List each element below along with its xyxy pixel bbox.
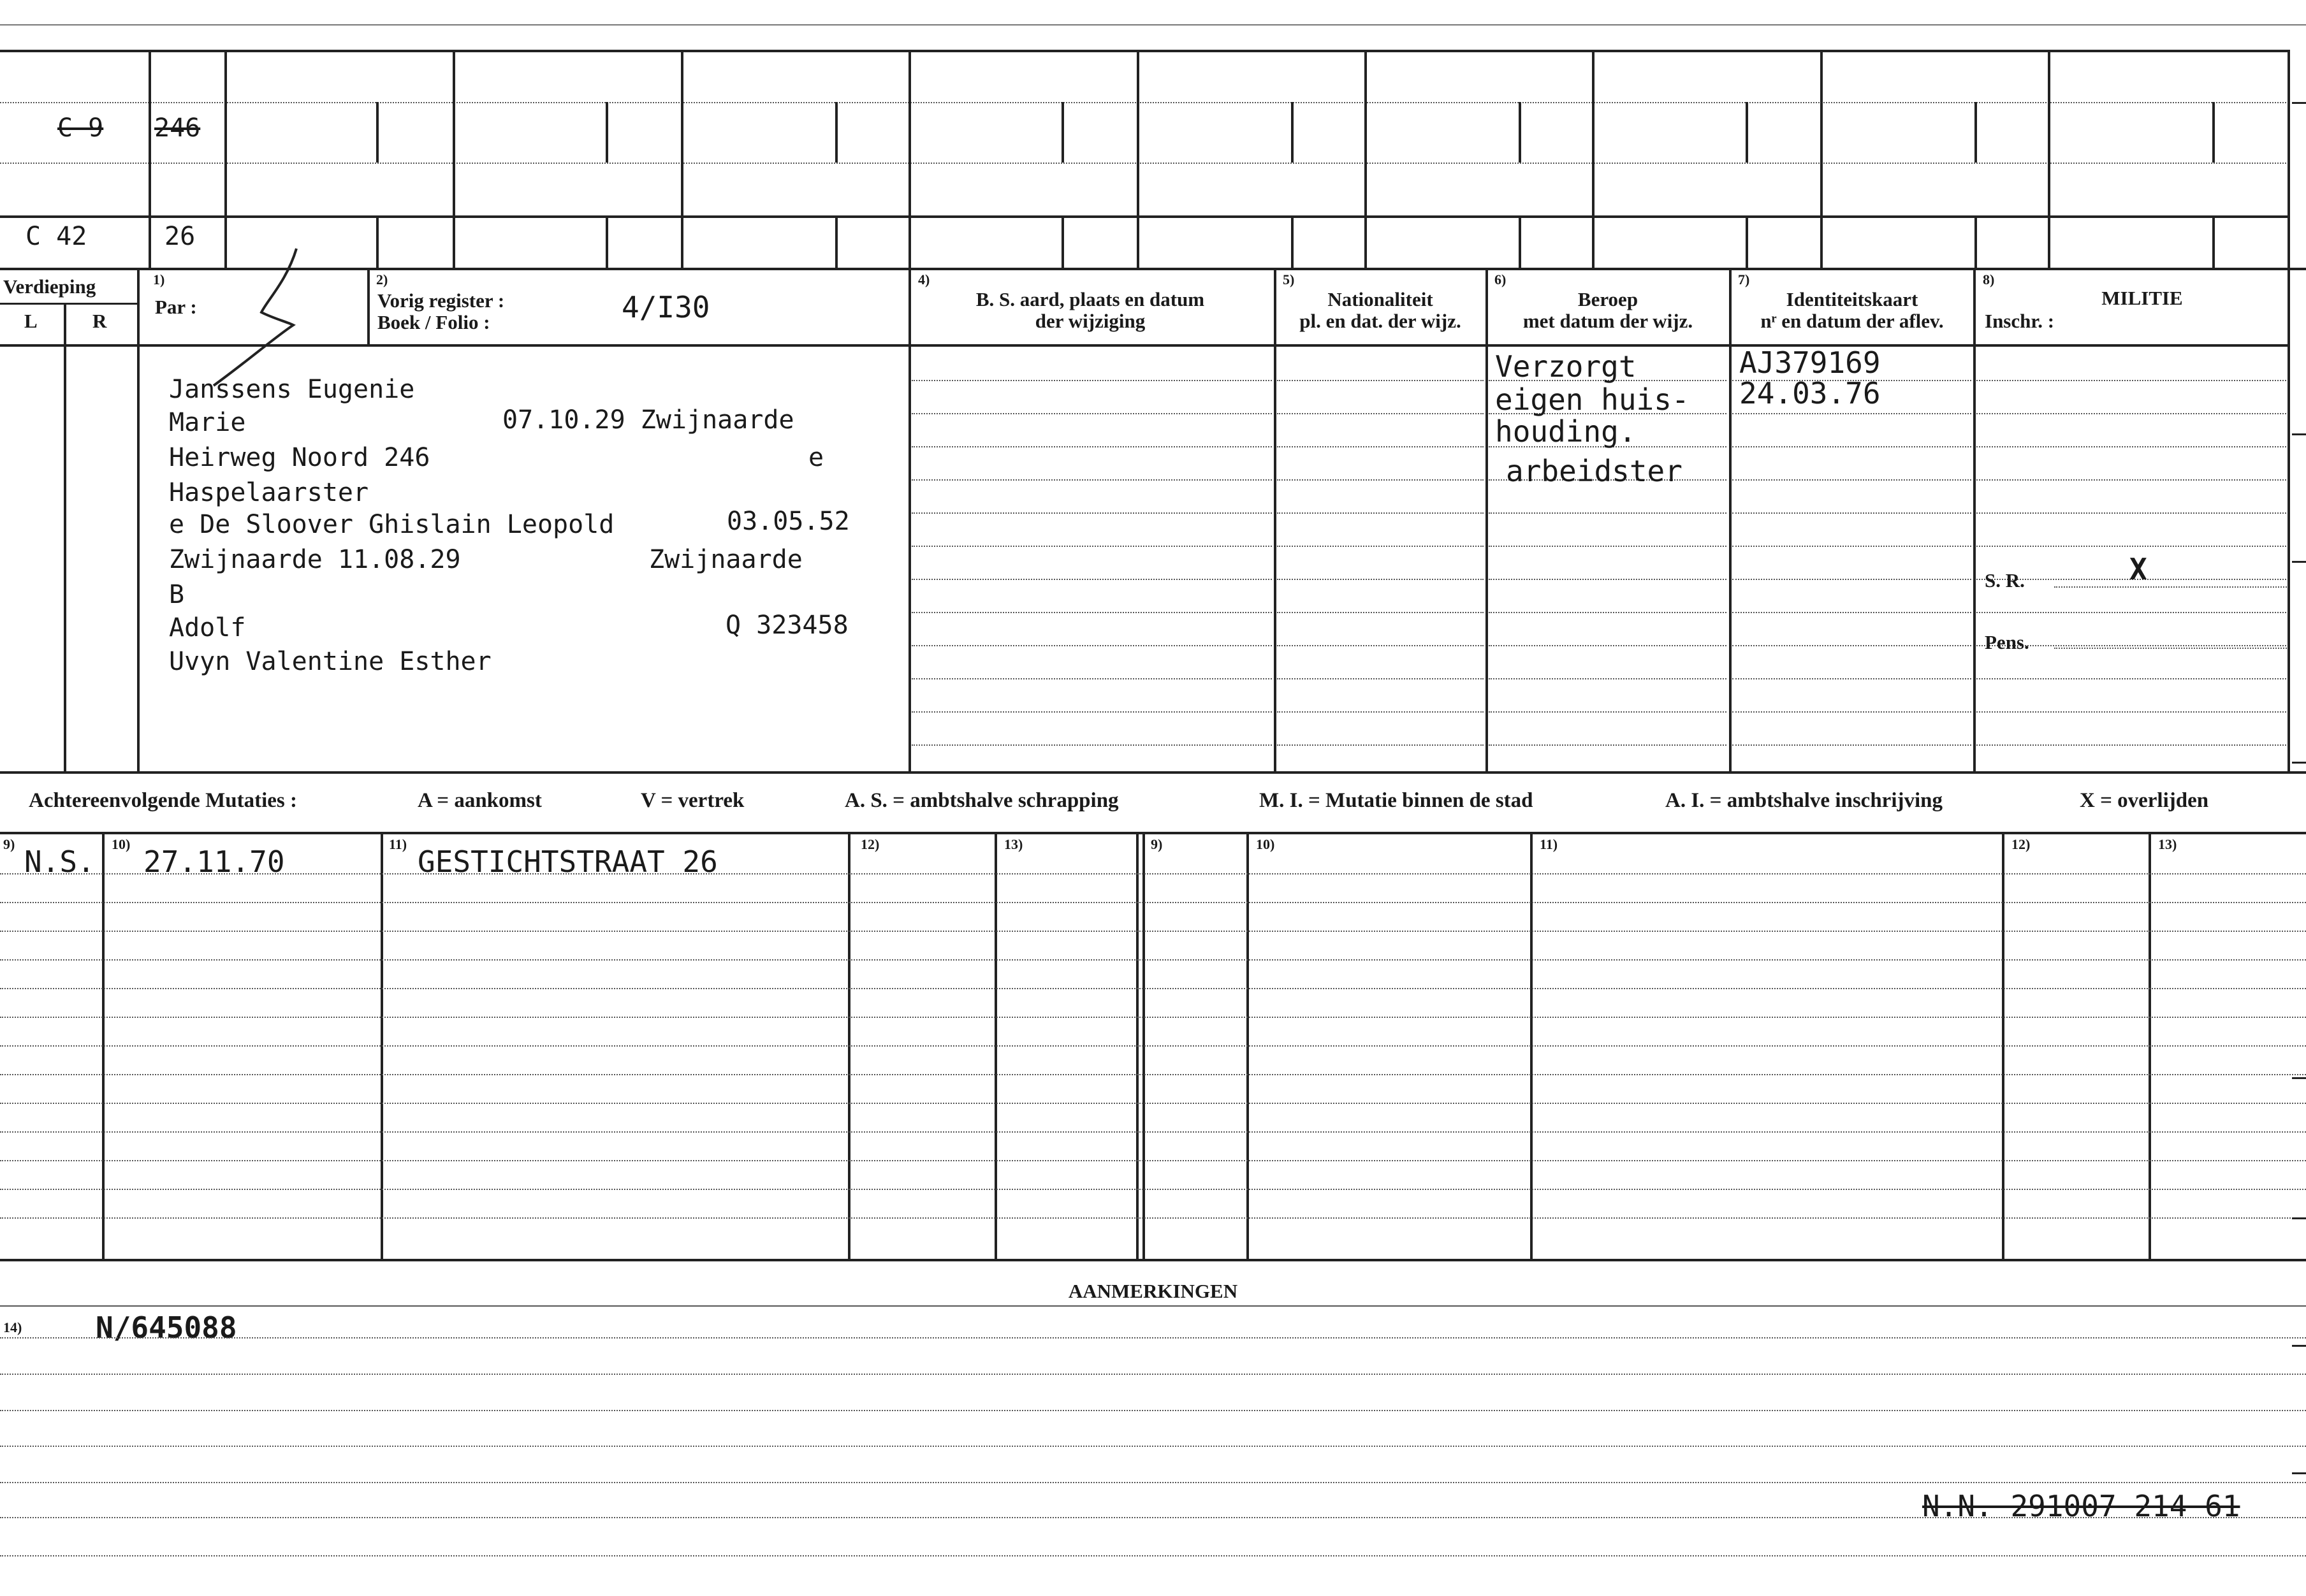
person-marriage-date: 03.05.52 [727,507,850,536]
ruled-line [912,678,1272,679]
edge-tick [2292,1077,2306,1079]
verdieping-right-label: R [92,310,107,332]
grid-line [2048,50,2050,268]
ruled-line [1732,479,1971,481]
ruled-line [1489,678,1726,679]
ruled-line [0,931,2306,932]
edge-tick [2292,1345,2306,1347]
beroep-label: Beroep [1577,288,1638,310]
grid-line [0,303,137,305]
mut-header-10b: 10) [1256,836,1275,852]
ruled-line [1976,546,2286,547]
grid-line [1746,215,1748,268]
ruled-line [1976,612,2286,613]
ruled-line [912,711,1272,713]
grid-line [1592,50,1594,268]
grid-line [909,50,911,268]
grid-line [0,268,2306,270]
grid-line [835,102,838,163]
ruled-line [1489,612,1726,613]
mut-header-13b: 13) [2158,836,2177,852]
person-code: Q 323458 [726,611,849,640]
edge-tick [2292,102,2306,104]
ruled-line [912,744,1272,746]
inschr-label: Inschr. : [1985,310,2055,332]
grid-line [453,50,455,268]
ruled-line [1976,711,2286,713]
ruled-line [0,1160,2306,1161]
ruled-line [0,959,2306,961]
grid-line [606,215,608,268]
ruled-line [912,446,1272,447]
ruled-line [0,1103,2306,1104]
grid-line [0,50,2289,52]
person-spouse: e De Sloover Ghislain Leopold [169,510,615,539]
grid-line [1973,268,1976,771]
id-number: 7) [1738,272,1750,287]
legend-arrival: A = aankomst [418,789,542,812]
grid-line [376,102,379,163]
person-address-mark: e [808,443,824,472]
mutation-date: 27.11.70 [143,845,285,879]
sr-line [2054,586,2287,588]
ruled-line [912,380,1272,381]
ruled-line [912,479,1272,481]
grid-line [1485,268,1488,771]
grid-line [909,268,911,771]
grid-line [0,215,2289,218]
person-profession: Haspelaarster [169,478,369,507]
legend-ai: A. I. = ambtshalve inschrijving [1665,789,1943,812]
ruled-line [0,1482,2306,1483]
person-spouse-place: Zwijnaarde [649,545,803,574]
bs-number: 4) [918,272,930,287]
grid-line [2212,102,2215,163]
grid-line [1519,102,1521,163]
grid-line [1274,268,1276,771]
ruled-line [1976,744,2286,746]
grid-line [224,50,227,268]
identiteit-label: Identiteitskaart [1786,288,1918,310]
grid-line [606,102,608,163]
ruled-line [912,546,1272,547]
grid-line [1137,50,1139,268]
mut-header-13: 13) [1004,836,1023,852]
ruled-line [0,1555,2306,1556]
ruled-line [1976,678,2286,679]
boek-folio-label: Boek / Folio : [377,311,490,333]
ruled-line [1489,645,1726,646]
ruled-line [1489,711,1726,713]
bs-label: B. S. aard, plaats en datum [975,288,1205,310]
grid-line [1519,215,1521,268]
beroep-value-4: arbeidster [1506,454,1682,488]
ruled-line [1489,512,1726,514]
grid-line [1974,102,1977,163]
ruled-line [0,1446,2306,1447]
militie-title: MILITIE [2101,287,2183,309]
person-father: Adolf [169,613,246,642]
beroep-value-2: eigen huis- [1495,382,1689,417]
legend-mi: M. I. = Mutatie binnen de stad [1259,789,1533,812]
person-address: Heirweg Noord 246 [169,443,430,472]
ruled-line [1489,579,1726,580]
nationaliteit-label-2: pl. en dat. der wijz. [1299,310,1461,332]
person-name: Janssens Eugenie [169,375,415,404]
person-mark-b: B [169,580,185,609]
ruled-line [1732,413,1971,414]
ruled-line [1732,711,1971,713]
ruled-line [0,1017,2306,1018]
boek-folio-value: 4/I30 [622,290,710,324]
beroep-number: 6) [1494,272,1507,287]
ruled-line [1732,446,1971,447]
edge-tick [2292,561,2306,563]
mut-header-9b: 9) [1151,836,1163,852]
ruled-line [912,645,1272,646]
ruled-line [0,1045,2306,1047]
grid-line [681,50,683,268]
ruled-line [1277,744,1484,746]
sr-label: S. R. [1985,569,2025,591]
ruled-line [1277,413,1484,414]
ruled-line [0,1374,2306,1375]
ruled-line [1976,413,2286,414]
ruled-line [0,1217,2306,1219]
grid-line [1820,50,1823,268]
section-code: C 42 [26,222,87,251]
edge-tick [2292,433,2306,435]
ruled-line [0,988,2306,989]
mutation-address: GESTICHTSTRAAT 26 [418,845,718,879]
national-number: N.N. 291007 214 61 [1922,1489,2240,1523]
old-section-code: C 9 [57,113,104,143]
grid-line [367,268,370,344]
ruled-line [912,579,1272,580]
ruled-line [912,413,1272,414]
ruled-line [0,1189,2306,1190]
verdieping-left-label: L [24,310,38,332]
grid-line [1729,268,1732,771]
ruled-line [1277,645,1484,646]
legend-departure: V = vertrek [641,789,745,812]
grid-line [0,1259,2306,1261]
ruled-line [1489,744,1726,746]
mut-header-10: 10) [112,836,131,852]
ruled-line [1277,546,1484,547]
ruled-line [0,1131,2306,1133]
grid-line [0,163,2289,164]
grid-line [1291,102,1294,163]
ruled-line [1277,512,1484,514]
mutations-title: Achtereenvolgende Mutaties : [29,789,297,812]
ruled-line [1277,446,1484,447]
identiteit-label-2: nʳ en datum der aflev. [1760,310,1944,332]
ruled-line [1732,512,1971,514]
grid-line [0,344,2289,347]
grid-line [2288,50,2290,268]
aanmerkingen-value: N/645088 [96,1310,237,1345]
ruled-line [1732,546,1971,547]
beroep-value-1: Verzorgt [1495,349,1637,384]
ruled-line [1489,546,1726,547]
id-card-date: 24.03.76 [1739,376,1881,410]
ruled-line [1277,711,1484,713]
person-spouse-birth: Zwijnaarde 11.08.29 [169,545,461,574]
grid-line [64,303,66,771]
ruled-line [912,512,1272,514]
grid-line [149,50,151,268]
ruled-line [1277,678,1484,679]
legend-death: X = overlijden [2080,789,2209,812]
mut-header-9: 9) [3,836,15,852]
nat-number: 5) [1283,272,1295,287]
ruled-line [1732,678,1971,679]
ruled-line [0,1337,2306,1338]
number-code: 26 [164,222,196,251]
ruled-line [0,902,2306,903]
mut-header-11: 11) [389,836,407,852]
grid-line [1291,215,1294,268]
ruled-line [0,1074,2306,1075]
mut-header-12b: 12) [2011,836,2031,852]
militie-number: 8) [1983,272,1995,287]
bs-label-2: der wijziging [1035,310,1146,332]
pens-line [2054,648,2287,649]
grid-line [0,771,2306,774]
grid-line [2288,268,2290,771]
grid-line [0,1305,2306,1307]
sr-value: X [2129,552,2147,586]
pens-label: Pens. [1985,631,2029,653]
ruled-line [1976,380,2286,381]
edge-tick [2292,1217,2306,1219]
grid-line [1062,102,1064,163]
grid-line [0,832,2306,834]
id-card-number: AJ379169 [1739,345,1881,380]
par-label: Par : [155,296,197,318]
edge-tick [2292,762,2306,764]
ruled-line [1277,579,1484,580]
beroep-value-3: houding. [1495,414,1637,449]
ruled-line [1976,512,2286,514]
ruled-line [1976,446,2286,447]
ruled-line [0,1410,2306,1411]
ruled-line [912,612,1272,613]
ruled-line [1732,612,1971,613]
beroep-label-2: met datum der wijz. [1522,310,1693,332]
legend-as: A. S. = ambtshalve schrapping [845,789,1119,812]
person-birth: 07.10.29 Zwijnaarde [502,405,794,435]
ruled-line [1732,645,1971,646]
person-mother: Uvyn Valentine Esther [169,647,492,676]
ruled-line [1277,479,1484,481]
verdieping-label: Verdieping [3,275,96,298]
vorig-number: 2) [376,272,388,287]
ruled-line [1732,579,1971,580]
ruled-line [0,873,2306,874]
edge-tick [2292,1472,2306,1474]
nationaliteit-label: Nationaliteit [1327,288,1433,310]
person-firstname: Marie [169,408,246,437]
par-number: 1) [153,272,165,287]
grid-line [1974,215,1977,268]
aanmerkingen-title: AANMERKINGEN [1068,1280,1238,1302]
ruled-line [1732,744,1971,746]
grid-line [137,268,140,771]
grid-line [2212,215,2215,268]
edge-tick [2292,268,2306,270]
grid-line [1062,215,1064,268]
mutation-type: N.S. [24,845,95,879]
mut-header-11b: 11) [1540,836,1558,852]
ruled-line [1277,380,1484,381]
par-signature [179,242,319,395]
top-border [0,24,2306,25]
grid-line [376,215,379,268]
aanmerkingen-number: 14) [3,1319,22,1335]
ruled-line [1976,479,2286,481]
vorig-register-label: Vorig register : [377,289,505,312]
grid-line [0,102,2289,103]
grid-line [1746,102,1748,163]
old-number-code: 246 [154,113,201,143]
grid-line [1364,50,1367,268]
ruled-line [1277,612,1484,613]
grid-line [835,215,838,268]
mut-header-12: 12) [861,836,880,852]
